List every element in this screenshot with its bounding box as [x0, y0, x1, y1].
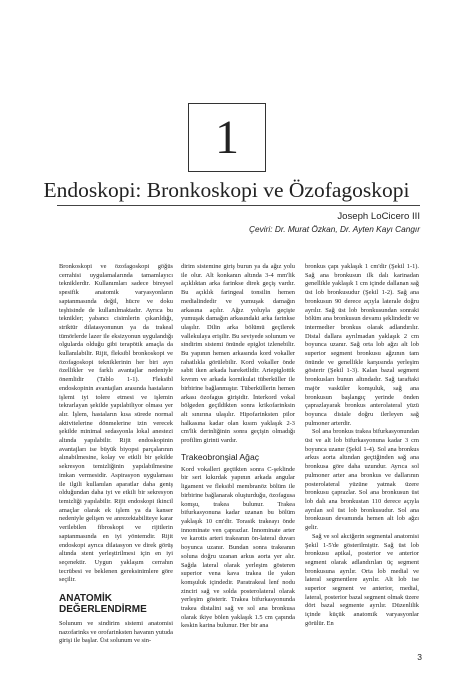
- title-rule: [57, 205, 420, 206]
- page-number: 3: [417, 652, 422, 662]
- chapter-title: Endoskopi: Bronkoskopi ve Özofagoskopi: [43, 178, 410, 202]
- chapter-number: 1: [215, 111, 239, 164]
- chapter-number-box: [188, 103, 266, 172]
- paragraph: Solunum ve sindirim sistemi anatomisi nazofarinks ve orofarinksten havanın yutuda girişi ile başlar. Üst solunum ve sin-: [59, 620, 173, 645]
- text-column-2: [181, 263, 295, 631]
- paragraph: Sol ana bronkus trakea bifurkasyonundan üst ve alt lob bifurkasyonuna kadar 3 cm boyunca uzanır (Şekil 1-4). Sol ana bronkus arkus aorta altından geçtiğinden sağ ana bronkusa göre daha uzundur. Ayrıca sol pulmoner arter ana bronkus ve dallarının posterolateral yüzüne yatmak üzere bronkusu çaprazlar. Sol ana bronkusun üst lob dalı ana bronkustan 110 derece açıyla ayrılan sol üst lob bronkusudur. Sol ana bronkusun devamında hemen alt lob ağzı gelir.: [305, 428, 419, 532]
- subsection-heading: Trakeobronşial Ağaç: [181, 451, 260, 462]
- paragraph: Sağ ve sol akciğerin segmental anatomisi Şekil 1-5'de gösterilmiştir. Sağ üst lob bronkusu apikal, posterior ve anterior segment olarak adlandırılan üç segment bronkusuna ayrılır. Orta lob medial ve lateral segmentlere ayrılır. Alt lob ise superior segment ve anterior, medial, lateral, posterior bazal segment olmak üzere dört bazal segmente ayrılır. Düzenlilik içinde küçük anatomik varyasyonlar görülür. En: [305, 532, 419, 627]
- text-column-1: [59, 263, 173, 646]
- text-column-3: [305, 263, 419, 629]
- paragraph: bronkus çapı yaklaşık 1 cm'dir (Şekil 1-1). Sağ ana bronkusun ilk dalı karinadan genellikle yaklaşık 1 cm içinde dallanan sağ üst lob bronkusudur (Şekil 1-2). Sağ ana bronkusun 90 derece açıyla laterale doğru ayrılır. Sağ üst lob bronkusundan sonraki bölüm ana bronkusun devamı şeklindedir ve intermedier bronkus olarak adlandırılır. Distal dallara ayrılmadan yaklaşık 2 cm boyunca uzanır. Sağ orta lob ağzı alt lob superior segment bronkusu ağzının tam önünde ve genellikle karşısında yerleşim gösterir (Şekil 1-3). Kalan bazal segment bronkusları bunun altındadır. Sağ taraftaki majör vasküler komşuluk, sağ ana bronkusun başlangıç yerinde önden çaprazlayarak bronkus anterolateral yüzü boyunca distale doğru ilerleyen sağ pulmoner arterdir.: [305, 263, 419, 427]
- paragraph: dirim sistemine giriş burun ya da ağız yolu ile olur. Alt konkanın altında 3-4 mm'lik açıklıktan arka farinkse direk geçiş vardır. Bu açıklık faringeal tonsilin hemen medialindedir ve yumuşak damağın arkasına açılır. Ağız yoluyla geçişte yumuşak damağın arkasındaki arka farinkse ulaşılır. Dilin arka bölümü geçilerek vallekulaya erişilir. Bu seviyede solunum ve sindirim sistemi önünde epiglot izlenebilir. Bu yapının hemen arkasında kord vokaller rahatlıkla görülebilir. Kord vokaller önde sabit iken arkada hareketlidir. Ariepiglottik kıvrım ve arkada kornikulat tüberküller ile birbirine bağlanmıştır. Tüberküllerin hemen arkası özofagus girişidir. İnterkord vokal bölgeden geçildikten sonra krikofarinksin alt sınırına ulaşılır. Hipofarinksten pilor halkasına kadar olan kısım yaklaşık 2-3 cm'lik derinliğinin sonra geçişin olmadığı profilim girinti vardır.: [181, 263, 295, 445]
- paragraph: Bronkoskopi ve özofagoskopi göğüs cerrahisi uygulamalarında tamamlayıcı tekniklerdir. Kullanımları sadece bireysel spesifik anatomik varyasyonların saptanmasında değil, hücre ve doku teşhisinde de kullanılmaktadır. Ayrıca bu teknikler; yabancı cisimlerin çıkarıldığı, striktür dilatasyonunun ya da trakeal tümörlerde lazer ile eksizyonun uygulandığı olgularda olduğu gibi terapötik amaçla da kullanılabilir. Rijit, fleksibl bronkoskopi ve özofagoskopi tekniklerinin her biri ayrı özellikler ve farklı avantajlar nedeniyle önemlidir (Tablo 1-1). Fleksibl endoskopinin avantajları arasında hastaların işlemi iyi tolere etmesi ve işlemin tekrarlayan şekilde yapılabiliyor olması yer alır. İşlem, hastaların kısa sürede normal aktivitelerine dönmelerine izin verecek şekilde minimal sedasyonla lokal anestezi altında yapılabilir. Rijit endoskopinin avantajları ise büyük biyopsi parçalarının alınabilmesine, kolay ve etkili bir şekilde sekresyon temizliğinin yapılabilmesine imkan vermesidir. Aspirasyon uygulaması ile ilgili kullanılan aparatlar daha geniş olduğundan daha iyi ve etkili bir sekresyon temizliği yapılabilir. Rijit endoskopi ikincil amaçlar olarak ek işlem ya da kanser nedeniyle gelişen ve anrezektabiliteye karar verilebilen fibroskopi ve rijitlerin saptanmasında en iyi yöntemdir. Rijit endoskopi ayrıca dilatasyon ve direk görüş altında stent yerleştirilmesi için en iyi seçenektir. Uygun yaklaşım cerrahın tecrübesi ve beklenen gereksinimlere göre seçilir.: [59, 263, 173, 584]
- author: Joseph LoCicero III: [337, 211, 420, 222]
- translator: Çeviri: Dr. Murat Özkan, Dr. Ayten Kayı Cangır: [249, 224, 420, 234]
- paragraph: Kord vokalleri geçtikten sonra C-şeklinde bir seri kıkırdak yapının arkada angular ligament ve fleksibl membranöz bölüm ile birbirine bağlanarak oluşturduğu, özofagusa komşu, trakea bulunur. Trakea bifurkasyonuna kadar uzanan bu bölüm yaklaşık 10 cm'dir. Torasik trakeayı önde innominate ven çaprazlar. İnnominate arter ve karotis arteri trakeanın ön-lateral duvarı boyunca uzanır. Bundan sonra trakeanın soluna doğru uzanan arkus aorta yer alır. Sağda lateral olarak yerleşim gösteren superior vena kava trakea ile yakın komşuluk içindedir. Paratrakeal lenf nodu zinciri sağ ve solda posterolateral olarak yerleşim gösterir. Trakea bifurkasyonunda trakea distalini sağ ve sol ana bronkusa olarak ikiye bölen yaklaşık 1.5 cm çapında keskin karina bulunur. Her bir ana: [181, 465, 295, 630]
- section-heading: ANATOMİK DEĞERLENDİRME: [59, 593, 147, 616]
